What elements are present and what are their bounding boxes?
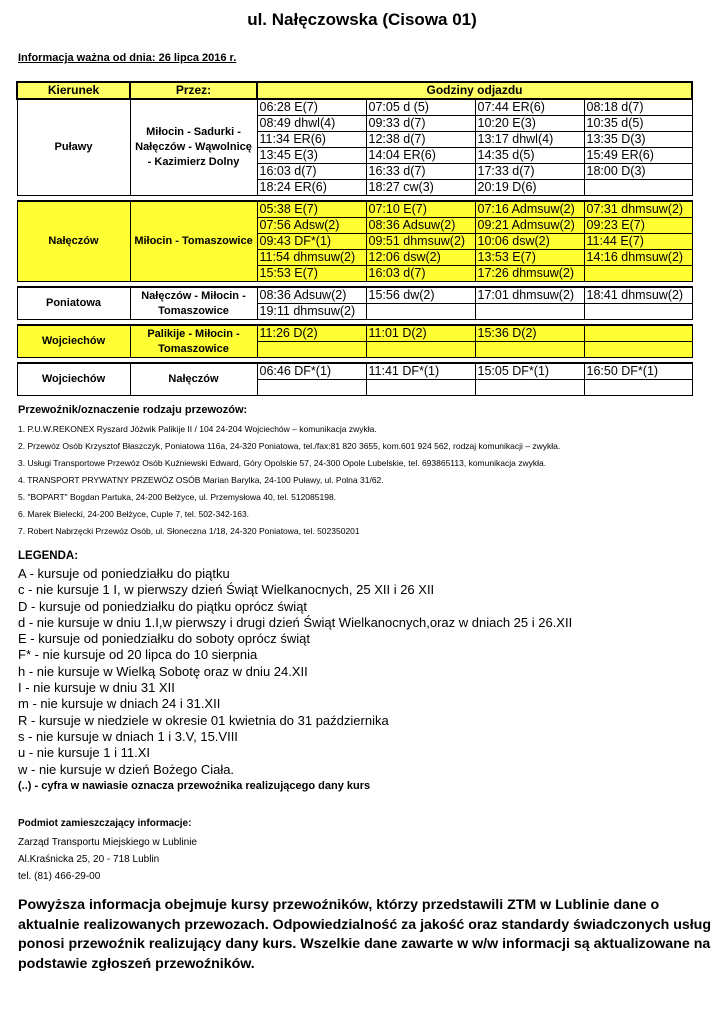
departure-time xyxy=(366,342,475,358)
departure-time: 14:04 ER(6) xyxy=(366,148,475,164)
departure-time xyxy=(584,325,692,342)
departure-time: 14:16 dhmsuw(2) xyxy=(584,250,692,266)
legend-item: I - nie kursuje w dniu 31 XII xyxy=(18,680,175,696)
carrier-item: 6. Marek Bielecki, 24-200 Bełżyce, Cuple 7, tel. 502-342-163. xyxy=(18,509,250,519)
departure-time: 06:28 E(7) xyxy=(257,99,366,116)
header-times: Godziny odjazdu xyxy=(257,82,692,99)
departure-time xyxy=(257,380,366,396)
departure-time: 11:54 dhmsuw(2) xyxy=(257,250,366,266)
carrier-item: 4. TRANSPORT PRYWATNY PRZEWÓZ OSÓB Marian Barylka, 24-100 Puławy, ul. Polna 31/62. xyxy=(18,475,384,485)
departure-time: 09:33 d(7) xyxy=(366,116,475,132)
departure-time: 18:00 D(3) xyxy=(584,164,692,180)
departure-time: 13:17 dhwl(4) xyxy=(475,132,584,148)
departure-time: 07:05 d (5) xyxy=(366,99,475,116)
departure-time: 11:41 DF*(1) xyxy=(366,363,475,380)
via-cell: Miłocin - Sadurki - Nałęczów - Wąwolnicę - Kazimierz Dolny xyxy=(130,99,257,196)
timetable-body xyxy=(17,99,692,396)
departure-time: 07:31 dhmsuw(2) xyxy=(584,201,692,218)
departure-time: 08:18 d(7) xyxy=(584,99,692,116)
submitter-line: Zarząd Transportu Miejskiego w Lublinie xyxy=(18,837,197,848)
legend-item: d - nie kursuje w dniu 1.I,w pierwszy i drugi dzień Świąt Wielkanocnych,oraz w dniach 25 i 26.XII xyxy=(18,614,573,630)
timetable xyxy=(16,81,693,396)
header-via: Przez: xyxy=(130,82,257,99)
table-row xyxy=(17,325,692,342)
departure-time: 15:56 dw(2) xyxy=(366,287,475,304)
departure-time: 09:21 Admsuw(2) xyxy=(475,218,584,234)
departure-time: 18:41 dhmsuw(2) xyxy=(584,287,692,304)
departure-time: 08:36 Adsuw(2) xyxy=(366,218,475,234)
departure-time: 14:35 d(5) xyxy=(475,148,584,164)
departure-time: 13:53 E(7) xyxy=(475,250,584,266)
departure-time: 18:27 cw(3) xyxy=(366,180,475,196)
legend-item: E - kursuje od poniedziałku do soboty oprócz świąt xyxy=(18,631,310,647)
departure-time: 15:05 DF*(1) xyxy=(475,363,584,380)
table-row xyxy=(17,363,692,380)
legend-item: s - nie kursuje w dniach 1 i 3.V, 15.VIII xyxy=(18,728,238,744)
departure-time xyxy=(257,342,366,358)
departure-time: 08:49 dhwl(4) xyxy=(257,116,366,132)
legend-item: m - nie kursuje w dniach 24 i 31.XII xyxy=(18,696,221,712)
carrier-item: 7. Robert Nabrzęcki Przewóz Osób, ul. Słoneczna 1/18, 24-320 Poniatowa, tel. 502350201 xyxy=(18,526,360,536)
departure-time xyxy=(584,266,692,282)
departure-time: 11:44 E(7) xyxy=(584,234,692,250)
via-cell: Palikije - Miłocin - Tomaszowice xyxy=(130,325,257,358)
legend-item: c - nie kursuje 1 I, w pierwszy dzień Świąt Wielkanocnych, 25 XII i 26 XII xyxy=(18,582,435,598)
table-row xyxy=(17,287,692,304)
legend-heading: LEGENDA: xyxy=(18,550,79,562)
departure-time xyxy=(475,342,584,358)
departure-time: 10:06 dsw(2) xyxy=(475,234,584,250)
departure-time: 20:19 D(6) xyxy=(475,180,584,196)
departure-time xyxy=(584,304,692,320)
departure-time: 15:53 E(7) xyxy=(257,266,366,282)
departure-time: 07:56 Adsw(2) xyxy=(257,218,366,234)
page-title: ul. Nałęczowska (Cisowa 01) xyxy=(247,10,477,29)
submitter-block xyxy=(18,834,197,885)
valid-from: Informacja ważna od dnia: 26 lipca 2016 r. xyxy=(18,52,237,64)
departure-time: 13:35 D(3) xyxy=(584,132,692,148)
departure-time: 16:50 DF*(1) xyxy=(584,363,692,380)
legend-list xyxy=(18,566,572,794)
departure-time: 11:01 D(2) xyxy=(366,325,475,342)
departure-time: 11:34 ER(6) xyxy=(257,132,366,148)
departure-time: 11:26 D(2) xyxy=(257,325,366,342)
carrier-item: 1. P.U.W.REKONEX Ryszard Jóźwik Palikije II / 104 24-204 Wojciechów – komunikacja zwykła. xyxy=(18,424,377,434)
direction-cell: Wojciechów xyxy=(17,363,130,396)
carriers-list xyxy=(18,421,560,540)
carrier-item: 5. "BOPART" Bogdan Partuka, 24-200 Bełżyce, ul. Przemysłowa 40, tel. 512085198. xyxy=(18,492,337,502)
header-direction: Kierunek xyxy=(17,82,130,99)
departure-time xyxy=(475,304,584,320)
carrier-item: 3. Usługi Transportowe Przewóz Osób Kuźniewski Edward, Góry Opolskie 57, 24-300 Opole Lubelskie, tel. 693865113, komunikacja zwykła. xyxy=(18,458,547,468)
table-row xyxy=(17,201,692,218)
departure-time: 12:06 dsw(2) xyxy=(366,250,475,266)
legend-item: A - kursuje od poniedziałku do piątku xyxy=(18,566,230,581)
departure-time: 08:36 Adsuw(2) xyxy=(257,287,366,304)
legend-note: (..) - cyfra w nawiasie oznacza przewoźnika realizującego dany kurs xyxy=(18,779,371,792)
table-row xyxy=(17,99,692,116)
departure-time: 18:24 ER(6) xyxy=(257,180,366,196)
departure-time: 15:49 ER(6) xyxy=(584,148,692,164)
direction-cell: Wojciechów xyxy=(17,325,130,358)
departure-time xyxy=(584,180,692,196)
departure-time: 07:44 ER(6) xyxy=(475,99,584,116)
disclaimer-notice: Powyższa informacja obejmuje kursy przewoźników, którzy przedstawili ZTM w Lublinie dane o aktualnie realizowanych przewozach. Odpowiedzialność za jakość oraz standardy świadczonych usług ponosi przewoźnik realizujący dany kurs. Wszelkie dane zawarte w w/w informacji są aktualizowane na podstawie zgłoszeń przewoźników. xyxy=(18,897,712,972)
departure-time: 09:23 E(7) xyxy=(584,218,692,234)
legend-item: u - nie kursuje 1 i 11.XI xyxy=(18,745,150,761)
departure-time xyxy=(366,304,475,320)
direction-cell: Nałęczów xyxy=(17,201,130,282)
departure-time: 06:46 DF*(1) xyxy=(257,363,366,380)
via-cell: Nałęczów xyxy=(130,363,257,396)
departure-time: 10:35 d(5) xyxy=(584,116,692,132)
departure-time: 16:33 d(7) xyxy=(366,164,475,180)
via-cell: Miłocin - Tomaszowice xyxy=(130,201,257,282)
departure-time: 09:43 DF*(1) xyxy=(257,234,366,250)
departure-time: 16:03 d(7) xyxy=(257,164,366,180)
legend-item: R - kursuje w niedziele w okresie 01 kwietnia do 31 października xyxy=(18,712,389,728)
submitter-heading: Podmiot zamieszczający informacje: xyxy=(18,818,192,829)
departure-time: 17:33 d(7) xyxy=(475,164,584,180)
legend-item: F* - nie kursuje od 20 lipca do 10 sierpnia xyxy=(18,647,258,663)
departure-time: 17:01 dhmsuw(2) xyxy=(475,287,584,304)
departure-time: 19:11 dhmsuw(2) xyxy=(257,304,366,320)
direction-cell: Puławy xyxy=(17,99,130,196)
departure-time: 09:51 dhmsuw(2) xyxy=(366,234,475,250)
direction-cell: Poniatowa xyxy=(17,287,130,320)
departure-time: 12:38 d(7) xyxy=(366,132,475,148)
carrier-item: 2. Przewóz Osób Krzysztof Błaszczyk, Poniatowa 116a, 24-320 Poniatowa, tel./fax:81 820 3655, kom.601 924 562, rodzaj komunikacji – zwykła. xyxy=(18,441,561,451)
departure-time: 10:20 E(3) xyxy=(475,116,584,132)
departure-time xyxy=(584,342,692,358)
departure-time: 07:16 Admsuw(2) xyxy=(475,201,584,218)
legend-item: w - nie kursuje w dzień Bożego Ciała. xyxy=(18,761,235,777)
departure-time xyxy=(366,380,475,396)
submitter-line: tel. (81) 466-29-00 xyxy=(18,871,101,882)
departure-time: 15:36 D(2) xyxy=(475,325,584,342)
departure-time: 07:10 E(7) xyxy=(366,201,475,218)
departure-time xyxy=(475,380,584,396)
submitter-line: Al.Kraśnicka 25, 20 - 718 Lublin xyxy=(18,854,160,865)
departure-time: 05:38 E(7) xyxy=(257,201,366,218)
departure-time: 16:03 d(7) xyxy=(366,266,475,282)
carriers-heading: Przewoźnik/oznaczenie rodzaju przewozów: xyxy=(18,404,248,416)
legend-item: D - kursuje od poniedziałku do piątku oprócz świąt xyxy=(18,598,308,614)
departure-time: 13:45 E(3) xyxy=(257,148,366,164)
legend-item: h - nie kursuje w Wielką Sobotę oraz w dniu 24.XII xyxy=(18,663,308,679)
departure-time: 17:26 dhmsuw(2) xyxy=(475,266,584,282)
departure-time xyxy=(584,380,692,396)
via-cell: Nałęczów - Miłocin - Tomaszowice xyxy=(130,287,257,320)
